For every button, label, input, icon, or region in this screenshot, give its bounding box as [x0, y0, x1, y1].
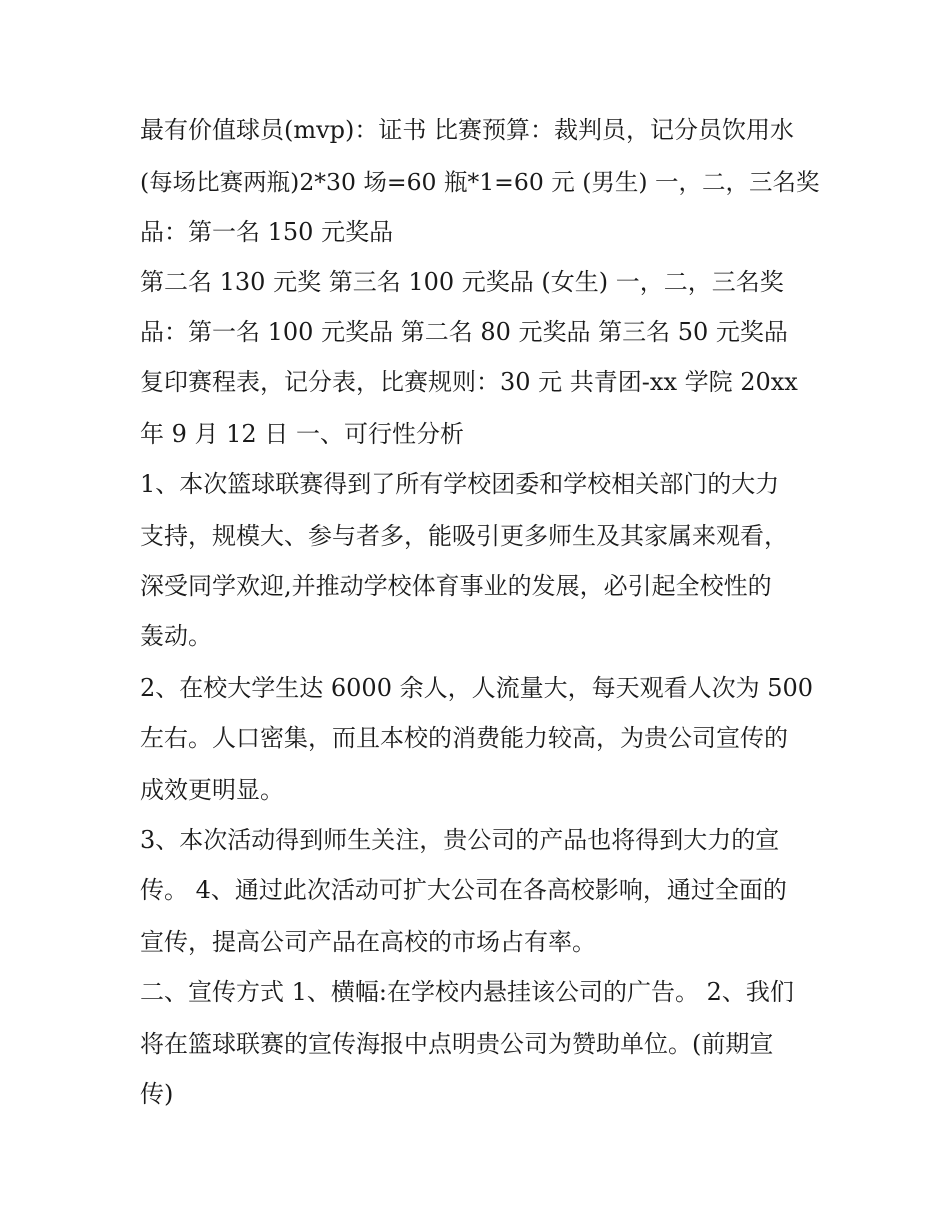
text-line: 最有价值球员(mvp)：证书 比赛预算：裁判员，记分员饮用水 — [140, 116, 795, 144]
text-line: 品：第一名 100 元奖品 第二名 80 元奖品 第三名 50 元奖品 — [140, 318, 788, 346]
text-line: 支持，规模大、参与者多，能吸引更多师生及其家属来观看， — [140, 522, 788, 550]
text-line: 第二名 130 元奖 第三名 100 元奖品 (女生) 一，二，三名奖 — [140, 268, 784, 296]
text-line: 将在篮球联赛的宣传海报中点明贵公司为赞助单位。(前期宣 — [140, 1030, 774, 1058]
text-line: 成效更明显。 — [140, 776, 284, 804]
text-line: 品：第一名 150 元奖品 — [140, 218, 394, 246]
text-line: 轰动。 — [140, 622, 212, 650]
text-line: 3、本次活动得到师生关注，贵公司的产品也将得到大力的宣 — [140, 826, 780, 854]
text-line: 深受同学欢迎,并推动学校体育事业的发展，必引起全校性的 — [140, 572, 772, 600]
text-line: 宣传，提高公司产品在高校的市场占有率。 — [140, 928, 596, 956]
text-line: 传。 4、通过此次活动可扩大公司在各高校影响，通过全面的 — [140, 876, 787, 904]
text-line: 年 9 月 12 日 一、可行性分析 — [140, 420, 464, 448]
text-line: 1、本次篮球联赛得到了所有学校团委和学校相关部门的大力 — [140, 470, 780, 498]
text-line: 左右。人口密集，而且本校的消费能力较高，为贵公司宣传的 — [140, 724, 788, 752]
text-line: (每场比赛两瓶)2*30 场=60 瓶*1=60 元 (男生) 一，二，三名奖 — [140, 168, 820, 196]
text-line: 2、在校大学生达 6000 余人，人流量大，每天观看人次为 500 — [140, 674, 814, 702]
text-line: 复印赛程表，记分表，比赛规则：30 元 共青团-xx 学院 20xx — [140, 368, 798, 396]
text-line: 二、宣传方式 1、横幅:在学校内悬挂该公司的广告。 2、我们 — [140, 978, 794, 1006]
text-line: 传) — [140, 1080, 174, 1108]
